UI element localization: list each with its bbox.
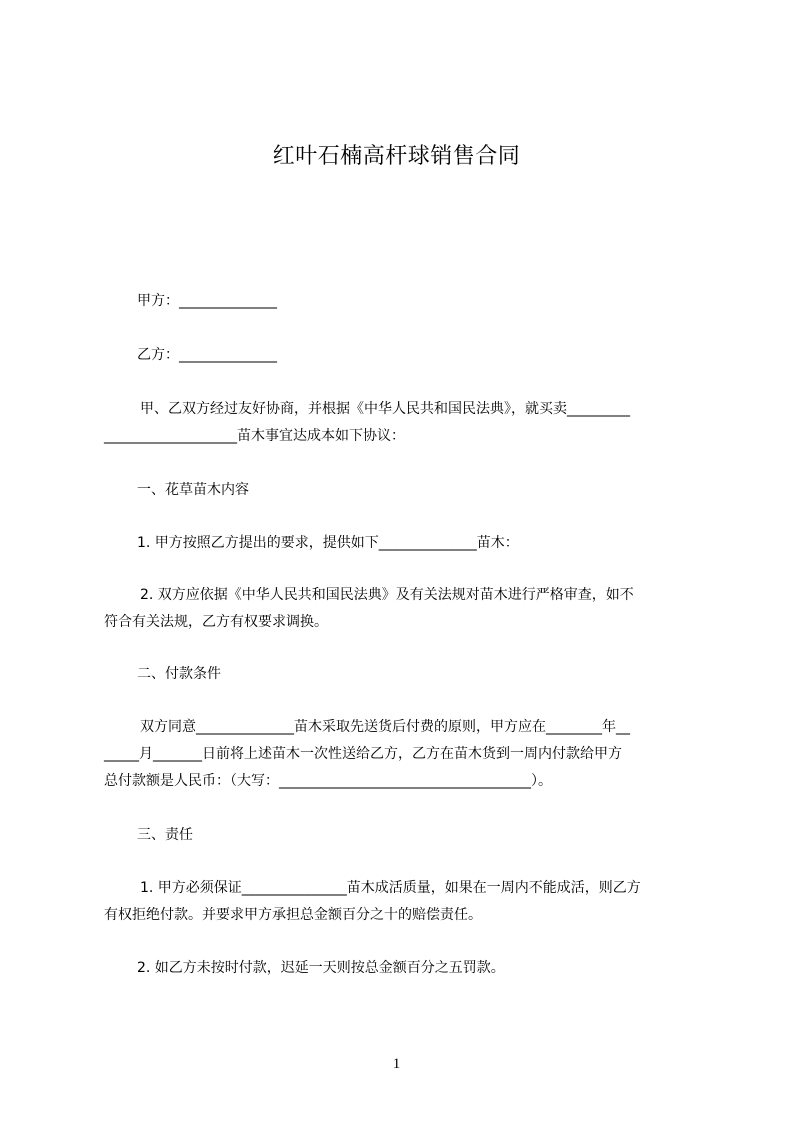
section-1-item-2-line-1: 2. 双方应依据《中华人民共和国民法典》及有关法规对苗木进行严格审查，如不 xyxy=(140,587,634,603)
section-2-line-3: 总付款额是人民币：（大写：____________________________________）。 xyxy=(104,773,552,789)
section-3-item-2: 2. 如乙方未按时付款，迟延一天则按总金额百分之五罚款。 xyxy=(137,960,505,976)
party-a-line: 甲方：______________ xyxy=(137,293,277,309)
section-1-item-1: 1. 甲方按照乙方提出的要求，提供如下______________苗木： xyxy=(137,535,519,551)
party-b-line: 乙方：______________ xyxy=(137,347,277,363)
document-title: 红叶石楠高杆球销售合同 xyxy=(272,144,521,169)
intro-paragraph-line-2: ___________________苗木事宜达成本如下协议： xyxy=(104,428,405,444)
section-1-heading: 一、花草苗木内容 xyxy=(137,482,249,498)
section-2-heading: 二、付款条件 xyxy=(137,666,221,682)
page-number: 1 xyxy=(392,1056,401,1072)
section-3-item-1-line-2: 有权拒绝付款。并要求甲方承担总金额百分之十的赔偿责任。 xyxy=(104,907,482,923)
section-3-item-1-line-1: 1. 甲方必须保证_______________苗木成活质量，如果在一周内不能成活，则乙方 xyxy=(140,880,641,896)
section-3-heading: 三、责任 xyxy=(137,827,193,843)
section-2-line-2: _____月_______日前将上述苗木一次性送给乙方，乙方在苗木货到一周内付款给甲方 xyxy=(104,746,622,762)
section-2-line-1: 双方同意______________苗木采取先送货后付费的原则，甲方应在________年__ xyxy=(140,719,630,735)
section-1-item-2-line-2: 符合有关法规，乙方有权要求调换。 xyxy=(104,614,328,630)
intro-paragraph-line-1: 甲、乙双方经过友好协商，并根据《中华人民共和国民法典》，就买卖_________ xyxy=(140,401,630,417)
